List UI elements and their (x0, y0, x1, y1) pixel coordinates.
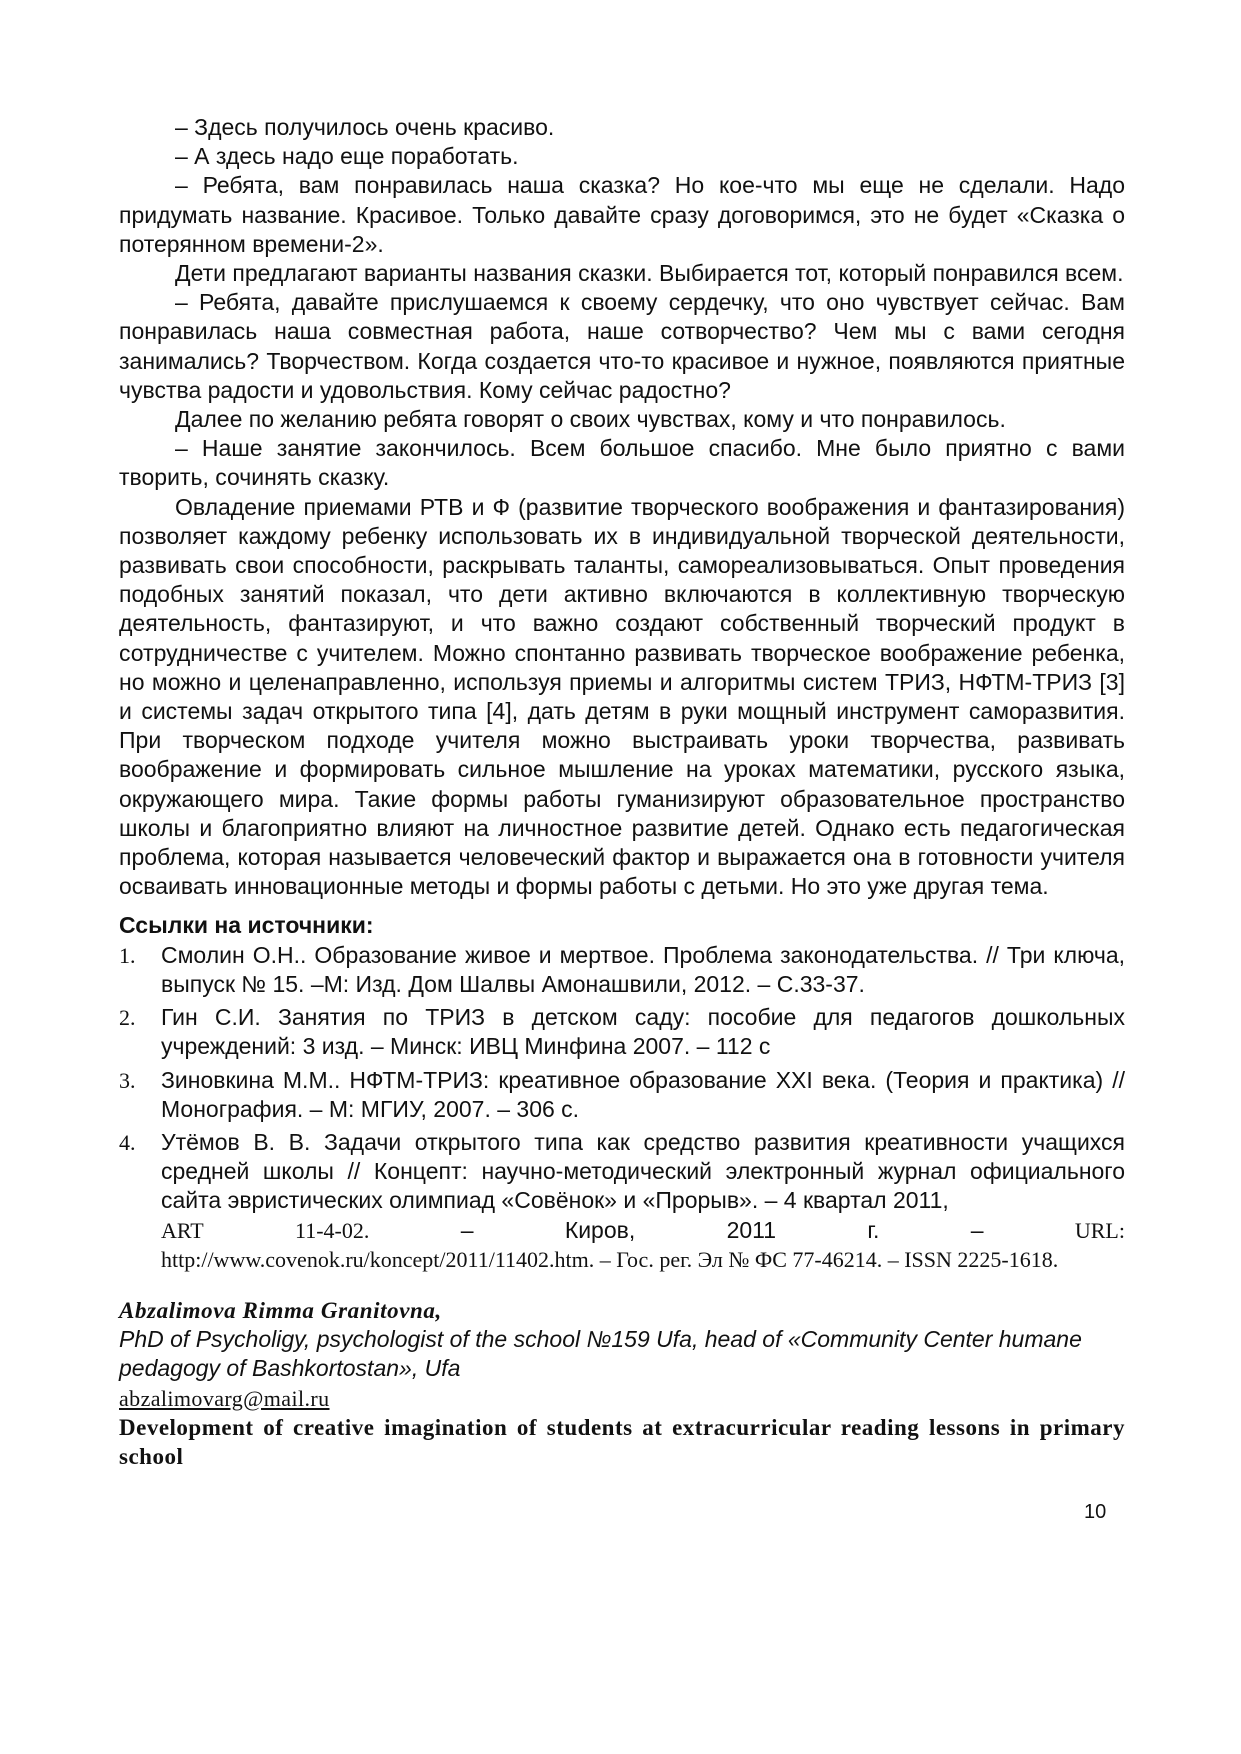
reference-text: Зиновкина М.М.. НФТМ-ТРИЗ: креативное образование XXI века. (Теория и практика) // Монография. – М: МГИУ, 2007. – 306 с. (161, 1066, 1125, 1122)
author-email-link[interactable]: abzalimovarg@mail.ru (119, 1385, 330, 1411)
page-number: 10 (1084, 1501, 1107, 1523)
reference-year: 2011 (726, 1216, 777, 1243)
body-paragraph: – Ребята, вам понравилась наша сказка? Но кое-что мы еще не сделали. Надо придумать название. Красивое. Только давайте сразу договоримся, это не будет «Сказка о потерянном времени-2». (119, 172, 1125, 257)
reference-url-line (161, 1216, 1125, 1245)
body-paragraph: – Здесь получилось очень красиво. (175, 114, 555, 140)
body-paragraph: – Ребята, давайте прислушаемся к своему сердечку, что оно чувствует сейчас. Вам понравилась наша совместная работа, наше сотворчество? Чем мы с вами сегодня занимались? Творчеством. Когда создается что-то красивое и нужное, появляются приятные чувства радости и удовольствия. Кому сейчас радостно? (119, 289, 1125, 403)
document-page (119, 113, 1125, 1471)
body-paragraph: – А здесь надо еще поработать. (175, 143, 519, 170)
reference-art-code: 11-4-02. (295, 1217, 370, 1243)
paper-title: Development of creative imagination of students at extracurricular reading lessons in primary school (119, 1414, 1125, 1469)
references-list (119, 941, 1125, 1274)
reference-city: Киров, (564, 1216, 636, 1243)
reference-art: ART (161, 1217, 204, 1243)
author-block (119, 1296, 1125, 1471)
reference-item (119, 1003, 1125, 1061)
reference-text: Смолин О.Н.. Образование живое и мертвое. Проблема законодательства. // Три ключа, выпуск № 15. –М: Изд. Дом Шалвы Амонашвили, 2012. – С.33-37. (161, 941, 1125, 997)
reference-item (119, 1128, 1125, 1274)
body-paragraph: Далее по желанию ребята говорят о своих чувствах, кому и что понравилось. (175, 406, 1006, 433)
reference-item (119, 941, 1125, 999)
author-name: Abzalimova Rimma Granitovna, (119, 1297, 442, 1323)
reference-number: 1. (119, 942, 136, 968)
body-paragraph: Овладение приемами РТВ и Ф (развитие творческого воображения и фантазирования) позволяет каждому ребенку использовать их в индивидуальной творческой деятельности, развивать свои способности, раскрывать таланты, самореализовываться. Опыт проведения подобных занятий показал, что дети активно включаются в коллективную творческую деятельность, фантазируют, и что важно создают собственный творческий продукт в сотрудничестве с учителем. Можно спонтанно развивать творческое воображение ребенка, но можно и целенаправленно, используя приемы и алгоритмы систем ТРИЗ, НФТМ-ТРИЗ [3] и системы задач открытого типа [4], дать детям в руки мощный инструмент саморазвития. При творческом подходе учителя можно выстраивать уроки творчества, развивать воображение и формировать сильное мышление на уроках математики, русского языка, окружающего мира. Такие формы работы гуманизируют образовательное пространство школы и благоприятно влияют на личностное развитие детей. Однако есть педагогическая проблема, которая называется человеческий фактор и выражается она в готовности учителя осваивать инновационные методы и формы работы с детьми. Но это уже другая тема. (119, 493, 1125, 900)
reference-url-label: URL: (1074, 1217, 1125, 1243)
reference-number: 4. (119, 1129, 136, 1155)
reference-text: Утёмов В. В. Задачи открытого типа как средство развития креативности учащихся средней школы // Концепт: научно-методический электронный журнал официального сайта эвристических олимпиад «Совёнок» и «Прорыв». – 4 квартал 2011, (161, 1128, 1125, 1214)
body-paragraph: – Наше занятие закончилось. Всем большое спасибо. Мне было приятно с вами творить, сочинять сказку. (119, 435, 1125, 491)
body-paragraph: Дети предлагают варианты названия сказки. Выбирается тот, который понравился всем. (175, 260, 1124, 287)
reference-dash: – (970, 1216, 984, 1243)
reference-url: http://www.covenok.ru/koncept/2011/11402.htm. – Гос. рег. Эл № ФС 77-46214. – ISSN 2225-1618. (161, 1246, 1059, 1272)
reference-number: 3. (119, 1067, 136, 1093)
reference-g: г. (867, 1216, 880, 1243)
reference-item (119, 1066, 1125, 1124)
author-affiliation: PhD of Psycholigy, psychologist of the school №159 Ufa, head of «Community Center humane pedagogy of Bashkortostan», Ufa (119, 1326, 1082, 1382)
reference-text: Гин С.И. Занятия по ТРИЗ в детском саду: пособие для педагогов дошкольных учреждений: 3 изд. – Минск: ИВЦ Минфина 2007. – 112 с (161, 1004, 1125, 1060)
reference-number: 2. (119, 1005, 136, 1031)
references-heading: Ссылки на источники: (119, 912, 374, 939)
reference-dash: – (460, 1216, 474, 1243)
